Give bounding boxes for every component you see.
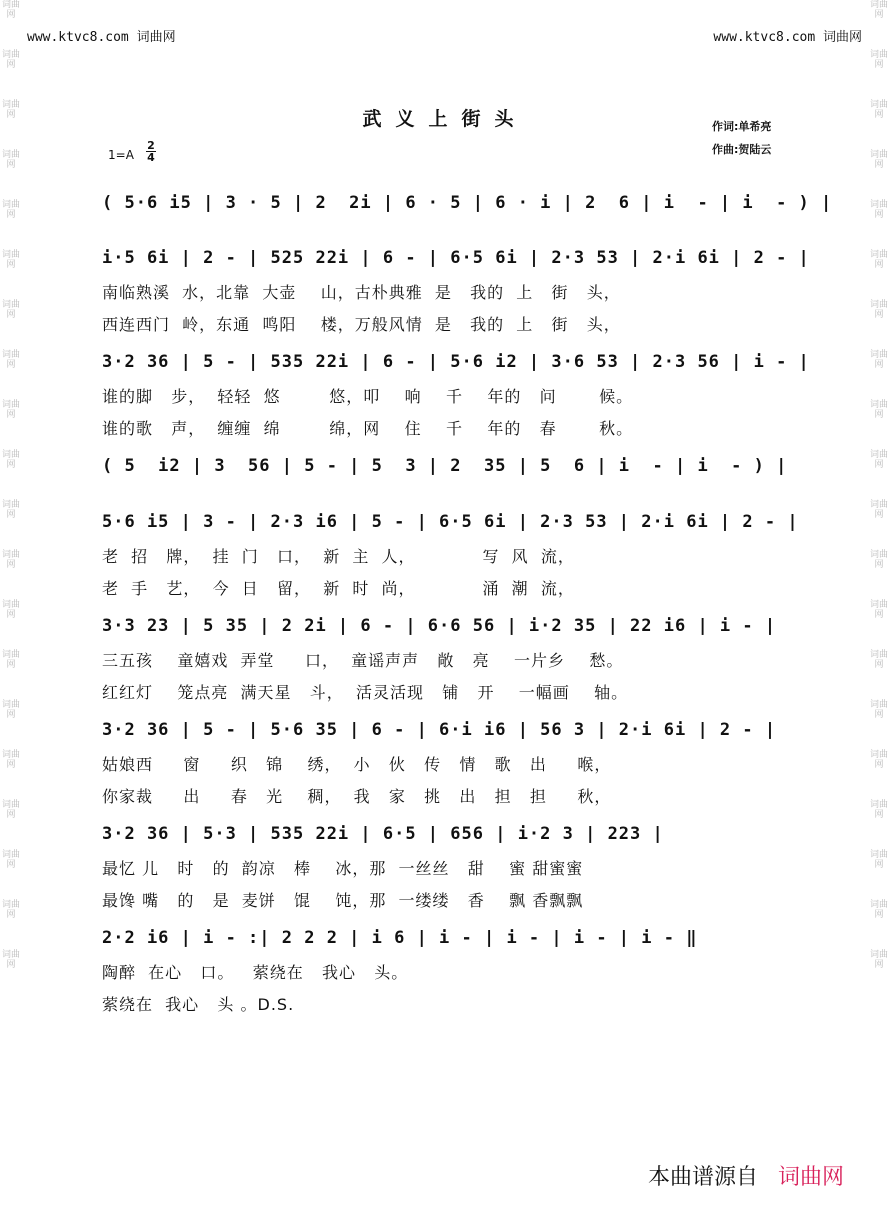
watermark-text: 词曲网 bbox=[2, 700, 20, 720]
lyric-line: 老 招 牌， 挂 门 口， 新 主 人， 写 风 流， bbox=[102, 547, 575, 566]
lyric-line: 西连西门 岭，东通 鸣阳 楼，万般风情 是 我的 上 街 头， bbox=[102, 315, 621, 334]
side-watermark-left bbox=[2, 0, 20, 1218]
watermark-text: 词曲网 bbox=[870, 150, 888, 170]
watermark-text: 词曲网 bbox=[870, 750, 888, 770]
time-signature bbox=[146, 140, 156, 163]
notation-line: 5·6 i5 | 3 - | 2·3 i6 | 5 - | 6·5 6i | 2·3 53 | 2·i 6i | 2 - | bbox=[102, 512, 799, 532]
lyric-line: 老 手 艺， 今 日 留， 新 时 尚， 涌 潮 流， bbox=[102, 579, 575, 598]
watermark-text: 词曲网 bbox=[870, 600, 888, 620]
lyric-line: 陶醉 在心 口。 萦绕在 我心 头。 bbox=[102, 963, 409, 982]
notation-line: 3·2 36 | 5 - | 5·6 35 | 6 - | 6·i i6 | 56 3 | 2·i 6i | 2 - | bbox=[102, 720, 777, 740]
watermark-text: 词曲网 bbox=[2, 550, 20, 570]
watermark-text: 词曲网 bbox=[2, 750, 20, 770]
lyric-line: 萦绕在 我心 头 。D.S. bbox=[102, 995, 295, 1014]
watermark-text: 词曲网 bbox=[870, 900, 888, 920]
time-signature-bottom: 4 bbox=[147, 151, 155, 164]
watermark-text: 词曲网 bbox=[2, 200, 20, 220]
watermark-text: 词曲网 bbox=[2, 500, 20, 520]
watermark-text: 词曲网 bbox=[2, 150, 20, 170]
notation-line: 3·2 36 | 5 - | 535 22i | 6 - | 5·6 i2 | 3·6 53 | 2·3 56 | i - | bbox=[102, 352, 810, 372]
watermark-text: 词曲网 bbox=[870, 950, 888, 970]
side-watermark-right bbox=[870, 0, 888, 1218]
watermark-text: 词曲网 bbox=[870, 400, 888, 420]
notation-line: 3·2 36 | 5·3 | 535 22i | 6·5 | 656 | i·2 3 | 223 | bbox=[102, 824, 664, 844]
lyric-line: 你家裁 出 春 光 稠， 我 家 挑 出 担 担 秋， bbox=[102, 787, 612, 806]
watermark-text: 词曲网 bbox=[870, 300, 888, 320]
site-url-right[interactable]: www.ktvc8.com 词曲网 bbox=[713, 30, 862, 45]
watermark-text: 词曲网 bbox=[2, 800, 20, 820]
watermark-text: 词曲网 bbox=[2, 250, 20, 270]
watermark-text: 词曲网 bbox=[870, 850, 888, 870]
watermark-text: 词曲网 bbox=[2, 50, 20, 70]
watermark-text: 词曲网 bbox=[870, 450, 888, 470]
footer-label: 本曲谱源自 bbox=[647, 1165, 758, 1190]
notation-line: ( 5·6 i5 | 3 · 5 | 2 2i | 6 · 5 | 6 · i | 2 6 | i - | i - ) | bbox=[102, 193, 833, 213]
notation-line: i·5 6i | 2 - | 525 22i | 6 - | 6·5 6i | 2·3 53 | 2·i 6i | 2 - | bbox=[102, 248, 810, 268]
lyric-line: 谁的歌 声， 缠缠 绵 绵，网 住 千 年的 春 秋。 bbox=[102, 419, 634, 438]
watermark-text: 词曲网 bbox=[870, 550, 888, 570]
watermark-text: 词曲网 bbox=[2, 300, 20, 320]
watermark-text: 词曲网 bbox=[2, 350, 20, 370]
song-title: 武义上街头 bbox=[362, 108, 528, 130]
watermark-text: 词曲网 bbox=[2, 400, 20, 420]
watermark-text: 词曲网 bbox=[870, 500, 888, 520]
lyric-line: 谁的脚 步， 轻轻 悠 悠，叩 响 千 年的 问 候。 bbox=[102, 387, 634, 406]
lyric-line: 最馋 嘴 的 是 麦饼 馄 饨，那 一缕缕 香 飘 香飘飘 bbox=[102, 891, 584, 910]
watermark-text: 词曲网 bbox=[2, 0, 20, 20]
watermark-text: 词曲网 bbox=[2, 100, 20, 120]
watermark-text: 词曲网 bbox=[870, 250, 888, 270]
watermark-text: 词曲网 bbox=[870, 200, 888, 220]
watermark-text: 词曲网 bbox=[870, 350, 888, 370]
lyric-line: 姑娘西 窗 织 锦 绣， 小 伙 传 情 歌 出 喉， bbox=[102, 755, 612, 774]
watermark-text: 词曲网 bbox=[870, 700, 888, 720]
lyric-line: 三五孩 童嬉戏 弄堂 口， 童谣声声 敞 亮 一片乡 愁。 bbox=[102, 651, 624, 670]
watermark-text: 词曲网 bbox=[2, 950, 20, 970]
watermark-text: 词曲网 bbox=[2, 600, 20, 620]
watermark-text: 词曲网 bbox=[2, 900, 20, 920]
notation-line: 3·3 23 | 5 35 | 2 2i | 6 - | 6·6 56 | i·2 35 | 22 i6 | i - | bbox=[102, 616, 777, 636]
watermark-text: 词曲网 bbox=[2, 850, 20, 870]
watermark-text: 词曲网 bbox=[870, 800, 888, 820]
watermark-text: 词曲网 bbox=[870, 50, 888, 70]
site-url-left[interactable]: www.ktvc8.com 词曲网 bbox=[27, 30, 176, 45]
footer-brand[interactable]: 词曲网 bbox=[777, 1165, 844, 1190]
lyricist-credit: 作词:单希亮 bbox=[712, 120, 772, 133]
watermark-text: 词曲网 bbox=[2, 450, 20, 470]
watermark-text: 词曲网 bbox=[870, 100, 888, 120]
lyric-line: 最忆 儿 时 的 韵凉 棒 冰，那 一丝丝 甜 蜜 甜蜜蜜 bbox=[102, 859, 584, 878]
watermark-text: 词曲网 bbox=[870, 650, 888, 670]
watermark-text: 词曲网 bbox=[2, 650, 20, 670]
key-signature: 1=A bbox=[108, 148, 134, 162]
watermark-text: 词曲网 bbox=[870, 0, 888, 20]
source-footer bbox=[648, 1160, 844, 1191]
time-signature-top: 2 bbox=[147, 139, 155, 152]
lyric-line: 红红灯 笼点亮 满天星 斗， 活灵活现 铺 开 一幅画 轴。 bbox=[102, 683, 629, 702]
notation-line: 2·2 i6 | i - :| 2 2 2 | i 6 | i - | i - | i - | i - ‖ bbox=[102, 928, 698, 948]
notation-line: ( 5 i2 | 3 56 | 5 - | 5 3 | 2 35 | 5 6 | i - | i - ) | bbox=[102, 456, 788, 476]
lyric-line: 南临熟溪 水，北靠 大壶 山，古朴典雅 是 我的 上 街 头， bbox=[102, 283, 621, 302]
composer-credit: 作曲:贺陆云 bbox=[712, 143, 772, 156]
